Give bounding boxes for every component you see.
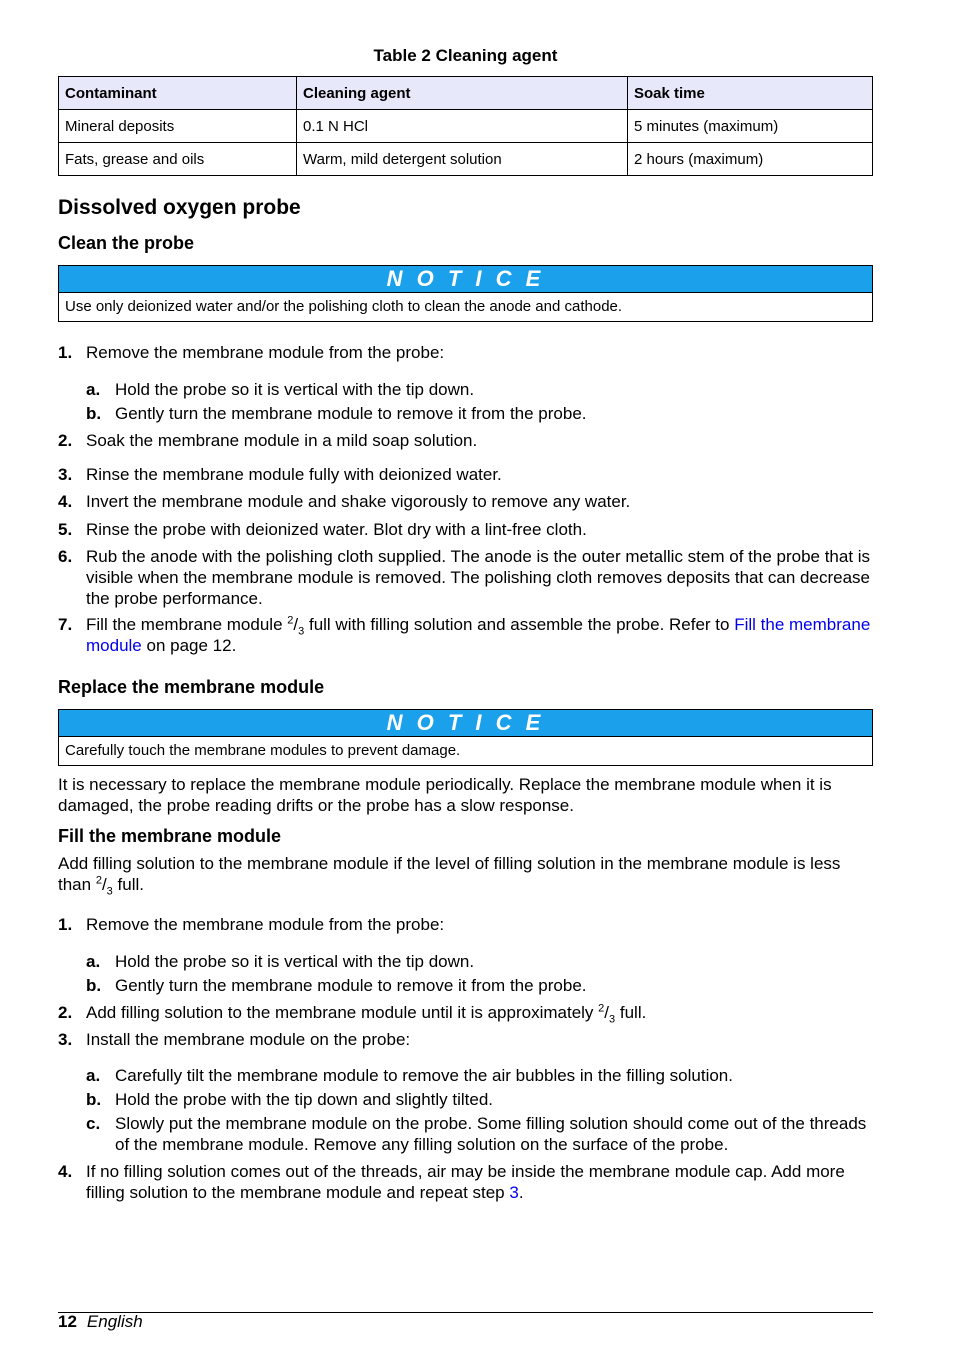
table-cell: Warm, mild detergent solution (297, 143, 628, 176)
paragraph: Add filling solution to the membrane module if the level of filling solution in the membrane module is less than $^2/_3$ full. (58, 854, 841, 898)
text-run: If no filling solution comes out of the threads, air may be inside the membrane module cap. Add more filling solution to the membrane module and repeat step (86, 1162, 845, 1202)
notice-box (58, 709, 873, 766)
step-text: Rinse the membrane module fully with deionized water. (86, 465, 502, 484)
step-number: 3. (58, 1030, 73, 1049)
step-text (86, 1161, 873, 1203)
step-text: Hold the probe so it is vertical with the tip down. (115, 380, 475, 399)
step-number: 2. (58, 1003, 73, 1022)
table-header-row (59, 77, 873, 110)
text-run: on page 12. (141, 636, 237, 655)
text-run: . (518, 1183, 524, 1202)
text-run: full. (615, 1003, 647, 1022)
fraction-numerator: 2 (598, 1002, 605, 1015)
table-cell: Mineral deposits (59, 110, 297, 143)
step-3-link[interactable]: 3 (509, 1183, 519, 1202)
step-text: Fill the membrane module $^2/_3$ full with filling solution and assemble the probe. Refer to Fill the membrane module on page 12. (86, 614, 871, 655)
step-text: Remove the membrane module from the probe: (86, 915, 445, 934)
text-run: full with filling solution and assemble the probe. Refer to (304, 615, 735, 634)
table-cell: 5 minutes (maximum) (628, 110, 873, 143)
text-run: Add filling solution to the membrane module until it is approximately (86, 1003, 599, 1022)
step-text: Add filling solution to the membrane module until it is approximately $^2/_3$ full. (86, 1002, 647, 1026)
step-letter: a. (86, 380, 101, 399)
fill-membrane-heading: Fill the membrane module (58, 826, 282, 846)
fraction-numerator: 2 (95, 874, 102, 887)
step-text: Hold the probe with the tip down and slightly tilted. (115, 1090, 494, 1109)
step-number: 1. (58, 915, 73, 934)
page-footer (58, 1312, 143, 1332)
step-letter: a. (86, 1066, 101, 1085)
step-number: 6. (58, 547, 73, 566)
fraction-denominator: 3 (298, 625, 305, 638)
step-text: Soak the membrane module in a mild soap solution. (86, 431, 478, 450)
step-number: 7. (58, 615, 73, 634)
step-text: Invert the membrane module and shake vigorously to remove any water. (86, 492, 631, 511)
step-text: Hold the probe so it is vertical with the tip down. (115, 952, 475, 971)
cleaning-agent-table (58, 76, 873, 176)
paragraph: It is necessary to replace the membrane module periodically. Replace the membrane module when it is damaged, the probe reading drifts or the probe has a slow response. (58, 775, 832, 815)
step-text: Rub the anode with the polishing cloth supplied. The anode is the outer metallic stem of the probe that is visible when the membrane module is removed. The polishing cloth removes deposits that can decrease the probe performance. (86, 547, 871, 608)
page-number: 12 (58, 1312, 77, 1331)
step-text: Install the membrane module on the probe: (86, 1030, 411, 1049)
clean-probe-heading: Clean the probe (58, 233, 195, 253)
notice-box (58, 265, 873, 322)
step-text: Gently turn the membrane module to remove it from the probe. (115, 404, 587, 423)
fraction-denominator: 3 (106, 885, 113, 898)
notice-text: Carefully touch the membrane modules to prevent damage. (65, 742, 461, 759)
table-cell: Fats, grease and oils (59, 143, 297, 176)
step-letter: a. (86, 952, 101, 971)
text-run: Fill the membrane module (86, 615, 288, 634)
table-row (59, 110, 873, 143)
footer-language: English (86, 1312, 143, 1331)
column-header: Cleaning agent (297, 77, 628, 110)
step-text: Slowly put the membrane module on the probe. Some filling solution should come out of the threads of the membrane module. Remove any filling solution on the surface of the probe. (115, 1114, 867, 1154)
step-number: 4. (58, 1162, 73, 1181)
step-text: Rinse the probe with deionized water. Blot dry with a lint-free cloth. (86, 520, 587, 539)
footer-divider (58, 1312, 873, 1313)
step-text: Remove the membrane module from the probe: (86, 343, 445, 362)
replace-membrane-heading: Replace the membrane module (58, 677, 325, 697)
column-header: Contaminant (59, 77, 297, 110)
step-letter: b. (86, 404, 102, 423)
step-text: Gently turn the membrane module to remove it from the probe. (115, 976, 587, 995)
text-run: Add filling solution to the membrane module if the level of filling solution in the membrane module is less than (58, 854, 841, 894)
step-number: 5. (58, 520, 73, 539)
step-letter: c. (86, 1114, 101, 1133)
table-cell: 2 hours (maximum) (628, 143, 873, 176)
notice-text: Use only deionized water and/or the polishing cloth to clean the anode and cathode. (65, 298, 623, 315)
fraction-numerator: 2 (287, 614, 294, 627)
column-header: Soak time (628, 77, 873, 110)
step-letter: b. (86, 976, 102, 995)
text-run: full. (112, 875, 144, 894)
table-row (59, 143, 873, 176)
table-caption: Table 2 Cleaning agent (373, 46, 558, 65)
step-number: 2. (58, 431, 73, 450)
step-number: 1. (58, 343, 73, 362)
notice-label: N O T I C E (59, 710, 872, 737)
notice-label: N O T I C E (59, 266, 872, 293)
step-number: 4. (58, 492, 73, 511)
step-text: Carefully tilt the membrane module to remove the air bubbles in the filling solution. (115, 1066, 733, 1085)
step-letter: b. (86, 1090, 102, 1109)
step-number: 3. (58, 465, 73, 484)
fill-membrane-link[interactable]: Fill the membrane module (86, 615, 871, 655)
fraction-denominator: 3 (609, 1013, 616, 1026)
table-cell: 0.1 N HCl (297, 110, 628, 143)
section-title: Dissolved oxygen probe (58, 196, 301, 219)
